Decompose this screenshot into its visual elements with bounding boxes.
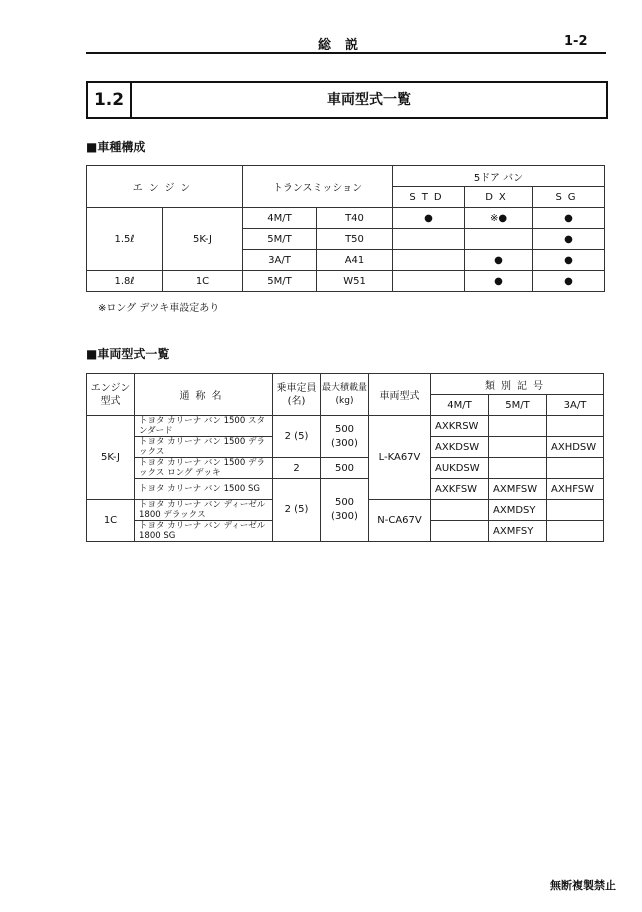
header-body-type: 5ドア バン — [393, 166, 605, 187]
page-header-title: 総説 — [318, 38, 373, 53]
class-code-cell — [547, 500, 604, 521]
class-code-cell: AXMFSY — [489, 521, 547, 542]
header-grade-std: STD — [393, 187, 465, 208]
subheading-model-list: ■車両型式一覧 — [86, 347, 170, 361]
header-grade-sg: SG — [533, 187, 605, 208]
header-class-code: 類別記号 — [431, 374, 604, 395]
model-name-cell: トヨタ カリーナ バン 1500 デラックス ロング デッキ — [135, 458, 273, 479]
max-load-cell: 500 (300) — [321, 479, 369, 542]
capacity-cell: 2 (5) — [273, 479, 321, 542]
grade-mark-cell: ● — [533, 271, 605, 292]
header-5mt: 5M/T — [489, 395, 547, 416]
vehicle-model-table — [86, 373, 604, 542]
header-engine: エンジン — [87, 166, 243, 208]
class-code-cell — [431, 500, 489, 521]
displacement-cell: 1.8ℓ — [87, 271, 163, 292]
page-number: 1-2 — [564, 34, 588, 49]
engine-cell: 5K-J — [163, 208, 243, 271]
header-engine-type: エンジン型式 — [87, 374, 135, 416]
class-code-cell: AXMDSY — [489, 500, 547, 521]
model-name-cell: トヨタ カリーナ バン 1500 スタンダード — [135, 416, 273, 437]
trans-cell: 5M/T — [243, 229, 317, 250]
class-code-cell — [431, 521, 489, 542]
header-4mt: 4M/T — [431, 395, 489, 416]
capacity-cell: 2 (5) — [273, 416, 321, 458]
model-name-cell: トヨタ カリーナ バン ディーゼル 1800 SG — [135, 521, 273, 542]
trans-code-cell: A41 — [317, 250, 393, 271]
class-code-cell — [547, 416, 604, 437]
grade-mark-cell — [393, 229, 465, 250]
grade-mark-cell: ● — [393, 208, 465, 229]
trans-code-cell: T50 — [317, 229, 393, 250]
trans-code-cell: W51 — [317, 271, 393, 292]
class-code-cell — [547, 458, 604, 479]
class-code-cell: AUKDSW — [431, 458, 489, 479]
class-code-cell — [547, 521, 604, 542]
vehicle-model-cell: N-CA67V — [369, 500, 431, 542]
section-number: 1.2 — [88, 83, 132, 117]
header-max-load: 最大積載量(kg) — [321, 374, 369, 416]
grade-mark-cell: ● — [533, 208, 605, 229]
class-code-cell: AXHFSW — [547, 479, 604, 500]
vehicle-model-cell: L-KA67V — [369, 416, 431, 500]
class-code-cell: AXMFSW — [489, 479, 547, 500]
class-code-cell: AXKFSW — [431, 479, 489, 500]
grade-mark-cell: ● — [465, 250, 533, 271]
section-title-box — [86, 81, 608, 119]
trans-cell: 5M/T — [243, 271, 317, 292]
class-code-cell — [489, 458, 547, 479]
grade-mark-cell: ※● — [465, 208, 533, 229]
class-code-cell: AXKDSW — [431, 437, 489, 458]
max-load-cell: 500 — [321, 458, 369, 479]
model-name-cell: トヨタ カリーナ バン 1500 デラックス — [135, 437, 273, 458]
engine-type-cell: 1C — [87, 500, 135, 542]
class-code-cell: AXHDSW — [547, 437, 604, 458]
model-name-cell: トヨタ カリーナ バン ディーゼル 1800 デラックス — [135, 500, 273, 521]
header-common-name: 通称名 — [135, 374, 273, 416]
grade-mark-cell: ● — [533, 250, 605, 271]
displacement-cell: 1.5ℓ — [87, 208, 163, 271]
section-title: 車両型式一覧 — [327, 92, 411, 108]
grade-mark-cell — [393, 250, 465, 271]
copyright-notice: 無断複製禁止 — [550, 879, 616, 892]
header-grade-dx: DX — [465, 187, 533, 208]
grade-mark-cell — [465, 229, 533, 250]
grade-mark-cell: ● — [533, 229, 605, 250]
model-name-cell: トヨタ カリーナ バン 1500 SG — [135, 479, 273, 500]
subheading-model-composition: ■車種構成 — [86, 140, 146, 154]
header-3at: 3A/T — [547, 395, 604, 416]
header-rule — [86, 52, 606, 54]
model-composition-table — [86, 165, 605, 292]
max-load-cell: 500 (300) — [321, 416, 369, 458]
header-transmission: トランスミッション — [243, 166, 393, 208]
trans-code-cell: T40 — [317, 208, 393, 229]
engine-cell: 1C — [163, 271, 243, 292]
capacity-cell: 2 — [273, 458, 321, 479]
long-deck-note: ※ロング デツキ車設定あり — [98, 303, 220, 314]
header-vehicle-model: 車両型式 — [369, 374, 431, 416]
grade-mark-cell — [393, 271, 465, 292]
class-code-cell: AXKRSW — [431, 416, 489, 437]
engine-type-cell: 5K-J — [87, 416, 135, 500]
class-code-cell — [489, 437, 547, 458]
trans-cell: 4M/T — [243, 208, 317, 229]
grade-mark-cell: ● — [465, 271, 533, 292]
trans-cell: 3A/T — [243, 250, 317, 271]
class-code-cell — [489, 416, 547, 437]
header-capacity: 乗車定員(名) — [273, 374, 321, 416]
